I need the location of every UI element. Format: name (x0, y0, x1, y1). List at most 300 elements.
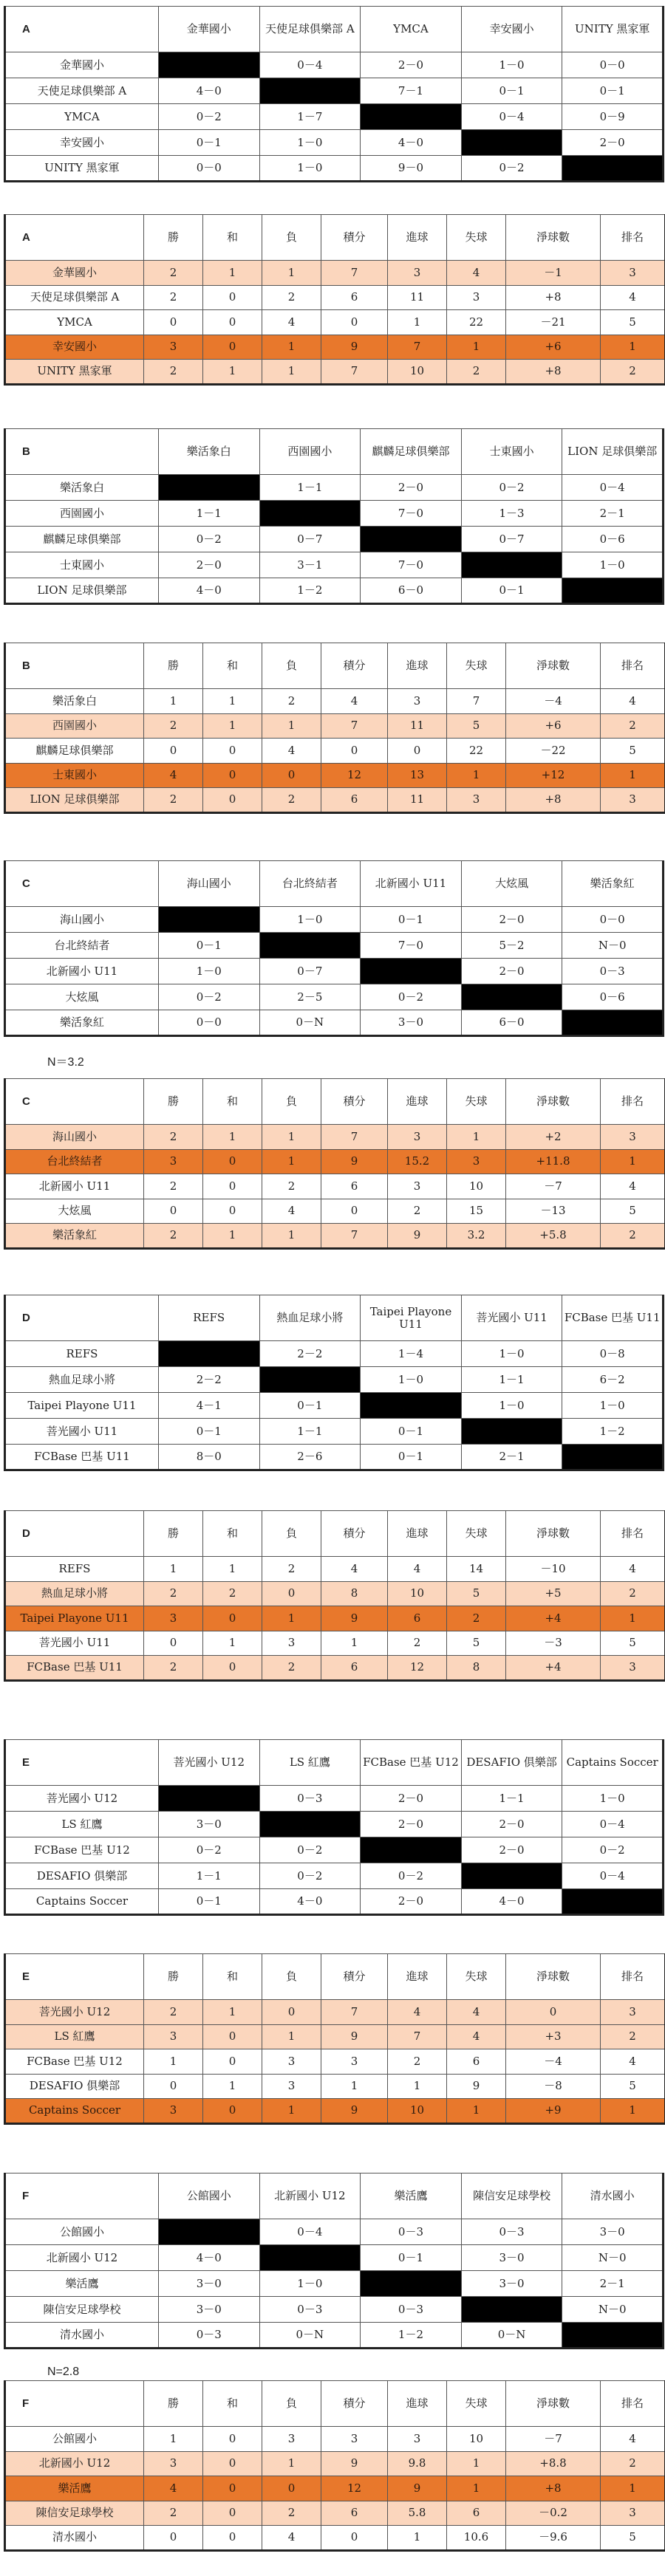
standings-stat: 4 (262, 310, 321, 335)
matrix-row (5, 984, 664, 1010)
match-score: 0－6 (562, 527, 664, 552)
standings-stat: 2 (447, 1606, 506, 1631)
standings-team: 士東國小 (5, 763, 144, 788)
stat-column-header: 失球 (447, 1079, 506, 1125)
matrix-row (5, 1889, 664, 1915)
self-match-blank (461, 552, 562, 578)
standings-row (5, 2074, 665, 2099)
standings-stat: 10 (388, 1581, 447, 1606)
standings-stat: 0 (203, 1199, 262, 1224)
standings-stat: 14 (447, 1557, 506, 1582)
standings-stat: 1 (388, 2526, 447, 2551)
standings-stat: 3 (388, 1174, 447, 1199)
matrix-row-team: LS 紅鷹 (5, 1812, 159, 1837)
standings-stat: 4 (321, 689, 388, 714)
standings-stat: 0 (262, 2476, 321, 2501)
matrix-column-team: 樂活象紅 (562, 861, 664, 907)
matrix-header-row (5, 1740, 664, 1786)
standings-stat: 2 (144, 1125, 203, 1150)
standings-stat: +5.8 (506, 1224, 601, 1249)
matrix-column-team: DESAFIO 俱樂部 (461, 1740, 562, 1786)
self-match-blank (259, 1812, 361, 1837)
matrix-row (5, 1863, 664, 1889)
standings-team: FCBase 巴基 U11 (5, 1656, 144, 1681)
matrix-row-team: 樂活鷹 (5, 2271, 159, 2297)
self-match-blank (158, 2219, 259, 2245)
standings-stat: 0 (203, 1656, 262, 1681)
group-label: E (5, 1954, 144, 2000)
matrix-header-row (5, 429, 664, 475)
standings-stat: 6 (447, 2501, 506, 2526)
standings-row (5, 1606, 665, 1631)
match-score: 1－0 (562, 552, 664, 578)
standings-stat: 1 (203, 261, 262, 286)
matrix-row-team: 北新國小 U11 (5, 959, 159, 984)
self-match-blank (361, 1837, 462, 1863)
stat-column-header: 積分 (321, 643, 388, 689)
standings-stat: 1 (262, 713, 321, 739)
group-e-standings (4, 1953, 665, 2125)
standings-row (5, 1656, 665, 1681)
matrix-column-team: UNITY 黑家軍 (562, 7, 664, 52)
standings-stat: 5 (447, 713, 506, 739)
matrix-row (5, 1393, 664, 1419)
standings-stat: 11 (388, 285, 447, 310)
group-label: A (5, 215, 144, 261)
standings-team: 幸安國小 (5, 335, 144, 360)
standings-stat: 2 (262, 689, 321, 714)
stat-column-header: 和 (203, 215, 262, 261)
standings-stat: +8 (506, 285, 601, 310)
standings-stat: +5 (506, 1581, 601, 1606)
self-match-blank (361, 2271, 462, 2297)
match-score: 2－0 (361, 1889, 462, 1915)
stat-column-header: 和 (203, 2381, 262, 2427)
standings-stat: 3 (262, 2049, 321, 2075)
matrix-row-team: 熱血足球小將 (5, 1367, 159, 1393)
matrix-row (5, 130, 664, 156)
standings-team: 海山國小 (5, 1125, 144, 1150)
group-f-standings (4, 2380, 665, 2552)
self-match-blank (259, 501, 361, 527)
group-label: E (5, 1740, 159, 1786)
matrix-column-team: LION 足球俱樂部 (562, 429, 664, 475)
standings-stat: 11 (388, 788, 447, 813)
standings-stat: 5 (447, 1631, 506, 1656)
standings-stat: 3 (144, 1149, 203, 1174)
standings-header-row (5, 643, 665, 689)
standings-row (5, 2024, 665, 2049)
stat-column-header: 負 (262, 1511, 321, 1557)
match-score: 0－2 (158, 984, 259, 1010)
standings-stat: －4 (506, 689, 601, 714)
matrix-row (5, 475, 664, 501)
standings-stat: 3 (601, 788, 665, 813)
stat-column-header: 負 (262, 1079, 321, 1125)
standings-stat: 6 (321, 2501, 388, 2526)
match-score: 0－3 (361, 2219, 462, 2245)
match-score: 1－3 (461, 501, 562, 527)
group-b-standings (4, 643, 665, 814)
standings-stat: 9 (321, 2451, 388, 2476)
standings-stat: 12 (388, 1656, 447, 1681)
standings-stat: 8 (447, 1656, 506, 1681)
matrix-column-team: 天使足球俱樂部 A (259, 7, 361, 52)
standings-row (5, 713, 665, 739)
matrix-row-team: 菩光國小 U12 (5, 1786, 159, 1812)
self-match-blank (361, 1393, 462, 1419)
standings-row (5, 2476, 665, 2501)
group-a-standings (4, 214, 665, 386)
stat-column-header: 淨球數 (506, 2381, 601, 2427)
standings-stat: 0 (262, 2000, 321, 2025)
standings-stat: 2 (144, 360, 203, 385)
matrix-row-team: 樂活象白 (5, 475, 159, 501)
standings-stat: 3 (144, 2099, 203, 2124)
standings-stat: +8 (506, 360, 601, 385)
standings-stat: 1 (388, 2074, 447, 2099)
standings-team: 天使足球俱樂部 A (5, 285, 144, 310)
match-score: 0－2 (461, 475, 562, 501)
standings-stat: 3 (321, 2049, 388, 2075)
standings-stat: 0 (203, 2024, 262, 2049)
self-match-blank (158, 907, 259, 933)
standings-team: 熱血足球小將 (5, 1581, 144, 1606)
standings-stat: 1 (447, 2451, 506, 2476)
standings-stat: 4 (601, 285, 665, 310)
standings-stat: 4 (447, 261, 506, 286)
self-match-blank (158, 1341, 259, 1367)
self-match-blank (461, 1419, 562, 1445)
match-score: 1－7 (259, 104, 361, 130)
standings-stat: +8.8 (506, 2451, 601, 2476)
matrix-row-team: 士東國小 (5, 552, 159, 578)
matrix-row (5, 52, 664, 78)
standings-stat: 3 (262, 2427, 321, 2452)
standings-stat: 10.6 (447, 2526, 506, 2551)
matrix-row-team: 天使足球俱樂部 A (5, 78, 159, 104)
standings-stat: 4 (601, 689, 665, 714)
match-score: 0－3 (562, 959, 664, 984)
standings-stat: 9 (321, 1606, 388, 1631)
match-score: 2－0 (461, 1812, 562, 1837)
standings-stat: 7 (321, 360, 388, 385)
match-score: 0－7 (259, 959, 361, 984)
standings-stat: 5 (447, 1581, 506, 1606)
standings-stat: +8 (506, 2476, 601, 2501)
standings-stat: 2 (144, 2501, 203, 2526)
standings-team: UNITY 黑家軍 (5, 360, 144, 385)
match-score: 0－3 (259, 2297, 361, 2323)
match-score: 7－0 (361, 933, 462, 959)
matrix-column-team: FCBase 巴基 U11 (562, 1295, 664, 1341)
matrix-row (5, 933, 664, 959)
standings-stat: 5 (601, 2074, 665, 2099)
matrix-column-team: 幸安國小 (461, 7, 562, 52)
standings-stat: 1 (262, 1125, 321, 1150)
match-score: 0－7 (259, 527, 361, 552)
standings-stat: 22 (447, 310, 506, 335)
stat-column-header: 進球 (388, 215, 447, 261)
standings-stat: 1 (203, 2000, 262, 2025)
standings-stat: 1 (203, 360, 262, 385)
standings-stat: 0 (203, 763, 262, 788)
match-score: 1－1 (259, 475, 361, 501)
matrix-row (5, 907, 664, 933)
match-score: 2－0 (361, 1786, 462, 1812)
standings-row (5, 335, 665, 360)
self-match-blank (562, 1889, 664, 1915)
standings-team: FCBase 巴基 U12 (5, 2049, 144, 2075)
standings-stat: 3 (144, 2024, 203, 2049)
matrix-column-team: FCBase 巴基 U12 (361, 1740, 462, 1786)
standings-stat: 1 (262, 1149, 321, 1174)
group-note: N=2.8 (47, 2366, 80, 2378)
match-score: 4－0 (259, 1889, 361, 1915)
standings-stat: 2 (144, 285, 203, 310)
matrix-row-team: 陳信安足球學校 (5, 2297, 159, 2323)
standings-stat: 1 (601, 2476, 665, 2501)
standings-stat: 2 (601, 713, 665, 739)
group-d-standings (4, 1510, 665, 1682)
standings-stat: 2 (601, 1581, 665, 1606)
self-match-blank (461, 1863, 562, 1889)
standings-stat: 0 (144, 739, 203, 764)
standings-stat: 8 (321, 1581, 388, 1606)
standings-stat: 7 (321, 1224, 388, 1249)
standings-stat: 12 (321, 2476, 388, 2501)
match-score: 0－9 (562, 104, 664, 130)
standings-stat: 4 (447, 2024, 506, 2049)
matrix-row-team: YMCA (5, 104, 159, 130)
standings-stat: 1 (203, 2074, 262, 2099)
matrix-column-team: 樂活鷹 (361, 2174, 462, 2219)
standings-stat: 3 (262, 2074, 321, 2099)
standings-stat: 4 (601, 1174, 665, 1199)
group-c-standings (4, 1078, 665, 1250)
group-c-results-matrix (4, 860, 664, 1037)
matrix-row-team: 公館國小 (5, 2219, 159, 2245)
standings-stat: 7 (321, 1125, 388, 1150)
standings-stat: 9 (447, 2074, 506, 2099)
stat-column-header: 積分 (321, 1511, 388, 1557)
standings-stat: －4 (506, 2049, 601, 2075)
standings-team: 麒麟足球俱樂部 (5, 739, 144, 764)
standings-stat: 1 (262, 2451, 321, 2476)
match-score: 6－0 (461, 1010, 562, 1036)
self-match-blank (461, 984, 562, 1010)
standings-stat: 0 (203, 1149, 262, 1174)
matrix-row (5, 501, 664, 527)
match-score: 0－4 (461, 104, 562, 130)
standings-stat: 7 (388, 335, 447, 360)
standings-stat: 1 (262, 2024, 321, 2049)
stat-column-header: 淨球數 (506, 1079, 601, 1125)
standings-stat: 1 (601, 335, 665, 360)
match-score: 1－0 (562, 1393, 664, 1419)
standings-row (5, 2099, 665, 2124)
standings-stat: 3 (388, 689, 447, 714)
stat-column-header: 失球 (447, 1511, 506, 1557)
standings-team: 台北終結者 (5, 1149, 144, 1174)
match-score: 0－2 (461, 156, 562, 182)
match-score: 1－4 (361, 1341, 462, 1367)
standings-stat: 0 (321, 310, 388, 335)
match-score: 8－0 (158, 1445, 259, 1470)
match-score: 0－6 (562, 984, 664, 1010)
group-e-results-matrix (4, 1739, 664, 1916)
standings-row (5, 2000, 665, 2025)
matrix-column-team: 公館國小 (158, 2174, 259, 2219)
stat-column-header: 進球 (388, 2381, 447, 2427)
standings-stat: 0 (203, 2049, 262, 2075)
stat-column-header: 淨球數 (506, 215, 601, 261)
standings-stat: －7 (506, 2427, 601, 2452)
match-score: 1－0 (259, 907, 361, 933)
standings-stat: 3 (144, 335, 203, 360)
match-score: 2－0 (361, 1812, 462, 1837)
standings-stat: 9.8 (388, 2451, 447, 2476)
matrix-column-team: REFS (158, 1295, 259, 1341)
standings-stat: 3 (601, 1656, 665, 1681)
standings-stat: 7 (321, 2000, 388, 2025)
self-match-blank (562, 156, 664, 182)
match-score: 2－1 (562, 2271, 664, 2297)
matrix-row (5, 1419, 664, 1445)
matrix-row (5, 1010, 664, 1036)
standings-row (5, 2526, 665, 2551)
standings-stat: +6 (506, 713, 601, 739)
standings-stat: 1 (321, 2074, 388, 2099)
standings-stat: 1 (447, 763, 506, 788)
standings-stat: 15 (447, 1199, 506, 1224)
standings-stat: 4 (321, 1557, 388, 1582)
standings-stat: 2 (203, 1581, 262, 1606)
standings-stat: －10 (506, 1557, 601, 1582)
standings-stat: 2 (262, 1174, 321, 1199)
standings-stat: 0 (203, 788, 262, 813)
standings-row (5, 2451, 665, 2476)
matrix-row (5, 1445, 664, 1470)
matrix-row (5, 527, 664, 552)
standings-team: LION 足球俱樂部 (5, 788, 144, 813)
matrix-row (5, 2245, 664, 2271)
standings-team: 北新國小 U12 (5, 2451, 144, 2476)
match-score: 1－1 (259, 1419, 361, 1445)
match-score: 4－0 (158, 78, 259, 104)
standings-stat: 3 (321, 2427, 388, 2452)
matrix-header-row (5, 2174, 664, 2219)
match-score: 0－2 (158, 104, 259, 130)
stat-column-header: 勝 (144, 1079, 203, 1125)
standings-team: 菩光國小 U12 (5, 2000, 144, 2025)
standings-stat: 0 (321, 739, 388, 764)
standings-header-row (5, 1079, 665, 1125)
matrix-row-team: 麒麟足球俱樂部 (5, 527, 159, 552)
stat-column-header: 排名 (601, 2381, 665, 2427)
standings-stat: 4 (447, 2000, 506, 2025)
match-score: 0－1 (158, 130, 259, 156)
match-score: 0－3 (361, 2297, 462, 2323)
standings-stat: 10 (388, 360, 447, 385)
standings-team: DESAFIO 俱樂部 (5, 2074, 144, 2099)
match-score: 0－3 (461, 2219, 562, 2245)
matrix-row-team: 海山國小 (5, 907, 159, 933)
group-label: D (5, 1295, 159, 1341)
match-score: 0－4 (562, 1812, 664, 1837)
standings-stat: 3 (388, 261, 447, 286)
standings-stat: +4 (506, 1606, 601, 1631)
standings-team: Taipei Playone U11 (5, 1606, 144, 1631)
self-match-blank (562, 1010, 664, 1036)
standings-stat: 2 (601, 2024, 665, 2049)
standings-stat: 9 (388, 1224, 447, 1249)
stat-column-header: 淨球數 (506, 1511, 601, 1557)
standings-stat: －9.6 (506, 2526, 601, 2551)
match-score: 0－2 (361, 984, 462, 1010)
stat-column-header: 勝 (144, 215, 203, 261)
standings-stat: 1 (447, 1125, 506, 1150)
match-score: 4－0 (461, 1889, 562, 1915)
standings-stat: 5.8 (388, 2501, 447, 2526)
match-score: 2－6 (259, 1445, 361, 1470)
matrix-row (5, 552, 664, 578)
match-score: 0－1 (461, 78, 562, 104)
group-a-results-matrix (4, 6, 664, 182)
standings-stat: 4 (262, 739, 321, 764)
matrix-column-team: Taipei Playone U11 (361, 1295, 462, 1341)
match-score: 3－1 (259, 552, 361, 578)
matrix-header-row (5, 7, 664, 52)
standings-stat: 4 (144, 2476, 203, 2501)
standings-team: Captains Soccer (5, 2099, 144, 2124)
self-match-blank (259, 78, 361, 104)
standings-row (5, 788, 665, 813)
matrix-row-team: 幸安國小 (5, 130, 159, 156)
standings-stat: 2 (262, 788, 321, 813)
match-score: 0－1 (562, 78, 664, 104)
standings-header-row (5, 215, 665, 261)
standings-stat: 2 (144, 788, 203, 813)
match-score: 0－2 (158, 527, 259, 552)
standings-stat: 10 (447, 2427, 506, 2452)
standings-stat: 0 (203, 1606, 262, 1631)
standings-row (5, 689, 665, 714)
match-score: 1－0 (259, 156, 361, 182)
standings-stat: 0 (203, 739, 262, 764)
standings-stat: 3 (447, 1149, 506, 1174)
standings-stat: －1 (506, 261, 601, 286)
matrix-row-team: 清水國小 (5, 2323, 159, 2349)
standings-stat: 6 (321, 1174, 388, 1199)
stat-column-header: 勝 (144, 1511, 203, 1557)
match-score: 2－0 (461, 959, 562, 984)
match-score: 0－3 (158, 2323, 259, 2349)
match-score: 1－1 (158, 501, 259, 527)
matrix-column-team: 士東國小 (461, 429, 562, 475)
standings-stat: 5 (601, 310, 665, 335)
stat-column-header: 積分 (321, 1079, 388, 1125)
match-score: 1－0 (461, 52, 562, 78)
standings-stat: －3 (506, 1631, 601, 1656)
standings-row (5, 1631, 665, 1656)
standings-stat: 0 (203, 2476, 262, 2501)
standings-stat: 4 (388, 2000, 447, 2025)
matrix-column-team: 樂活象白 (158, 429, 259, 475)
matrix-column-team: LS 紅鷹 (259, 1740, 361, 1786)
standings-stat: 2 (601, 1224, 665, 1249)
self-match-blank (361, 527, 462, 552)
